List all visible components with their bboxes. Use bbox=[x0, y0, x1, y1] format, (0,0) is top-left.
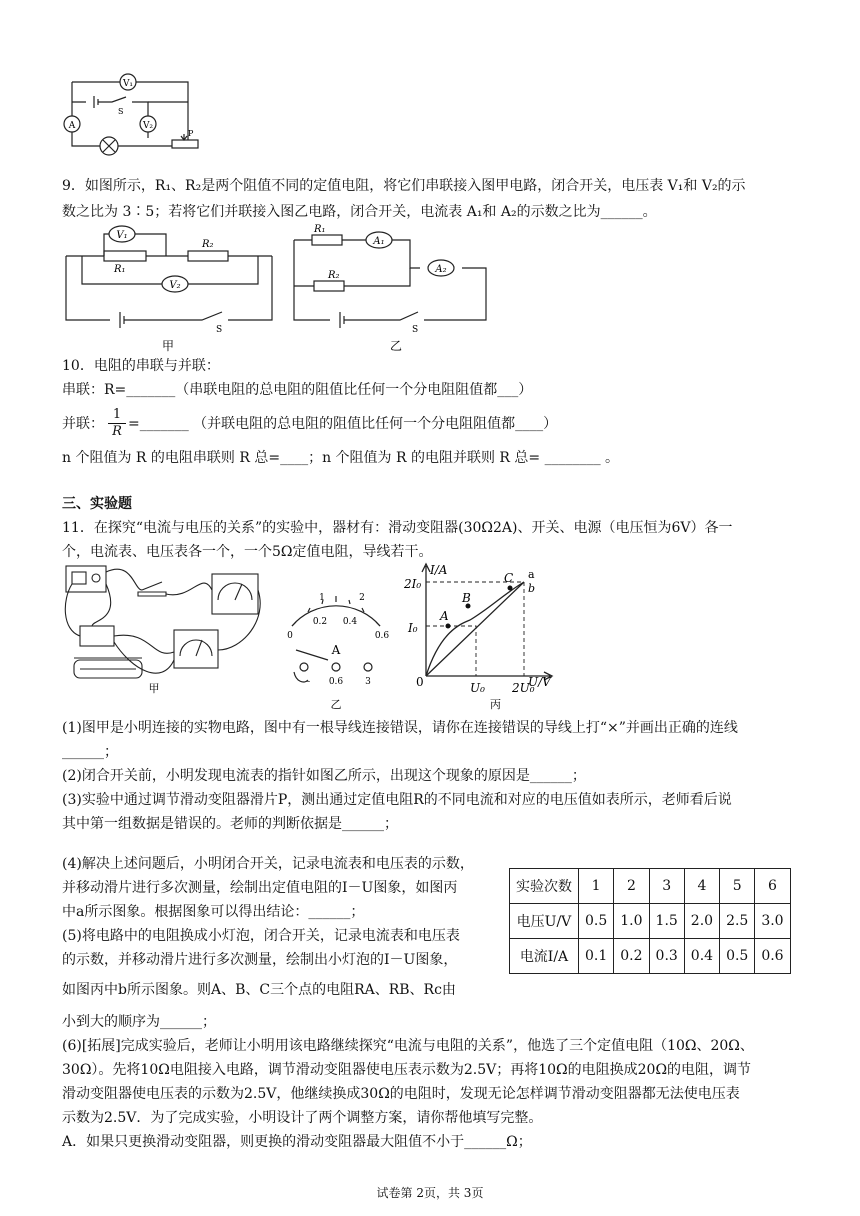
svg-text:U₀: U₀ bbox=[470, 681, 485, 695]
svg-text:乙: 乙 bbox=[390, 339, 403, 353]
svg-text:R₁: R₁ bbox=[314, 224, 326, 235]
q11-part5-line4: 小到大的顺序为______； bbox=[62, 1014, 216, 1030]
q11-part3-line1: (3)实验中通过调节滑动变阻器滑片P，测出通过定值电阻R的不同电流和对应的电压值如表所示，老师看后说 bbox=[62, 792, 732, 808]
q11-part6-line2: 30Ω）。先将10Ω电阻接入电路，调节滑动变阻器使电压表示数为2.5V；再将10Ω的电阻换成20Ω的电阻，调节 bbox=[62, 1062, 752, 1078]
curve-a bbox=[426, 582, 524, 676]
svg-text:1: 1 bbox=[319, 593, 325, 603]
svg-text:A: A bbox=[331, 643, 341, 657]
q11-intro-line2: 个，电流表、电压表各一个，一个5Ω定值电阻，导线若干。 bbox=[62, 544, 433, 560]
q10-parallel-label: 并联： bbox=[62, 416, 104, 432]
svg-text:0.2: 0.2 bbox=[312, 617, 328, 627]
q11-part1-line1: (1)图甲是小明连接的实物电路，图中有一根导线连接错误，请你在连接错误的导线上打“×”并画出正确的连线 bbox=[62, 720, 738, 736]
table-cell: 0.5 bbox=[720, 939, 755, 974]
q9-text-line1: 9．如图所示，R₁、R₂是两个阻值不同的定值电阻，将它们串联接入图甲电路，闭合开关，电压表 V₁和 V₂的示 bbox=[62, 178, 746, 194]
svg-text:0.6: 0.6 bbox=[328, 677, 344, 687]
table-cell: 0.4 bbox=[684, 939, 719, 974]
svg-text:V₁: V₁ bbox=[122, 79, 134, 89]
svg-text:I₀: I₀ bbox=[408, 621, 418, 635]
svg-text:丙: 丙 bbox=[490, 698, 501, 711]
table-cell: 0.6 bbox=[755, 939, 790, 974]
q11-figure-yi-ammeter bbox=[278, 584, 398, 711]
svg-text:R₂: R₂ bbox=[202, 239, 214, 250]
svg-text:B: B bbox=[462, 591, 471, 605]
svg-text:甲: 甲 bbox=[162, 339, 175, 353]
q11-figure-bing-graph bbox=[400, 562, 570, 711]
svg-text:S: S bbox=[118, 107, 124, 116]
q11-part6-line4: 示数为2.5V．为了完成实验，小明设计了两个调整方案，请你帮他填写完整。 bbox=[62, 1110, 543, 1126]
svg-text:–: – bbox=[305, 677, 311, 687]
table-cell: 2.0 bbox=[684, 904, 719, 939]
q9-text-line2: 数之比为 3∶5；若将它们并联接入图乙电路，闭合开关，电流表 A₁和 A₂的示数之比为______。 bbox=[62, 204, 657, 220]
svg-text:2I₀: 2I₀ bbox=[404, 577, 422, 591]
table-header-cell: 2 bbox=[614, 869, 649, 904]
table-header-cell: 3 bbox=[649, 869, 684, 904]
q10-title: 10．电阻的串联与并联： bbox=[62, 358, 220, 374]
table-cell: 0.5 bbox=[579, 904, 614, 939]
table-cell: 2.5 bbox=[720, 904, 755, 939]
q11-part5-line1: (5)将电路中的电阻换成小灯泡，闭合开关，记录电流表和电压表 bbox=[62, 928, 460, 944]
table-cell: 1.5 bbox=[649, 904, 684, 939]
svg-text:U/V: U/V bbox=[528, 675, 551, 689]
table-cell: 电压U/V bbox=[510, 904, 579, 939]
svg-text:A: A bbox=[68, 121, 76, 131]
q10-n-resistors-line: n 个阻值为 R 的电阻串联则 R 总=____；n 个阻值为 R 的电阻并联则 R 总= ________ 。 bbox=[62, 450, 620, 466]
table-cell: 0.1 bbox=[579, 939, 614, 974]
q11-part4-line3: 中a所示图象。根据图象可以得出结论：______； bbox=[62, 904, 365, 920]
table-row bbox=[510, 869, 791, 904]
table-header-cell: 4 bbox=[684, 869, 719, 904]
q10-fraction bbox=[108, 407, 126, 440]
q11-part6-line1: (6)[拓展]完成实验后，老师让小明用该电路继续探究“电流与电阻的关系”，他选了三个定值电阻（10Ω、20Ω、 bbox=[62, 1038, 754, 1054]
svg-text:2U₀: 2U₀ bbox=[512, 681, 535, 695]
svg-text:V₂: V₂ bbox=[169, 280, 181, 291]
svg-text:a: a bbox=[528, 568, 535, 581]
fraction-denominator: R bbox=[108, 423, 126, 440]
q9-circuit-jia bbox=[62, 222, 282, 353]
svg-text:3: 3 bbox=[365, 677, 371, 687]
svg-text:乙: 乙 bbox=[330, 698, 342, 711]
page-footer: 试卷第 2页，共 3页 bbox=[376, 1186, 484, 1200]
top-circuit-diagram bbox=[60, 68, 200, 160]
q11-option-a: A．如果只更换滑动变阻器，则更换的滑动变阻器最大阻值不小于______Ω； bbox=[62, 1134, 532, 1150]
svg-text:S: S bbox=[412, 325, 419, 335]
section-title: 三、实验题 bbox=[62, 496, 132, 512]
svg-text:V₁: V₁ bbox=[116, 230, 128, 241]
fraction-numerator: 1 bbox=[112, 407, 122, 422]
svg-text:S: S bbox=[216, 325, 223, 335]
q11-part1-line2: ______； bbox=[62, 744, 118, 760]
q11-part2: (2)闭合开关前，小明发现电流表的指针如图乙所示，出现这个现象的原因是______； bbox=[62, 768, 586, 784]
table-cell: 1.0 bbox=[614, 904, 649, 939]
svg-text:b: b bbox=[528, 582, 536, 595]
q11-part4-line2: 并移动滑片进行多次测量，绘制出定值电阻的I－U图象，如图丙 bbox=[62, 880, 458, 896]
svg-text:A₂: A₂ bbox=[435, 264, 447, 275]
svg-text:P: P bbox=[188, 129, 194, 138]
table-row bbox=[510, 939, 791, 974]
q11-part6-line3: 滑动变阻器使电压表的示数为2.5V，他继续换成30Ω的电阻时，发现无论怎样调节滑动变阻器都无法使电压表 bbox=[62, 1086, 740, 1102]
svg-text:0.4: 0.4 bbox=[342, 617, 358, 627]
table-cell: 0.3 bbox=[649, 939, 684, 974]
table-cell: 3.0 bbox=[755, 904, 790, 939]
table-header-cell: 实验次数 bbox=[510, 869, 579, 904]
svg-text:0.6: 0.6 bbox=[374, 631, 390, 641]
svg-text:R₂: R₂ bbox=[328, 270, 340, 281]
table-cell: 0.2 bbox=[614, 939, 649, 974]
q11-part5-line3: 如图丙中b所示图象。则A、B、C三个点的电阻RA、RB、Rc由 bbox=[62, 982, 456, 998]
table-header-cell: 5 bbox=[720, 869, 755, 904]
svg-text:A: A bbox=[440, 609, 449, 623]
svg-text:V₂: V₂ bbox=[142, 121, 154, 131]
q11-part3-line2: 其中第一组数据是错误的。老师的判断依据是______； bbox=[62, 816, 398, 832]
svg-text:A₁: A₁ bbox=[373, 236, 385, 247]
q10-series-line: 串联：R=_______（串联电阻的总电阻的阻值比任何一个分电阻阻值都___） bbox=[62, 382, 533, 398]
q11-part5-line2: 的示数，并移动滑片进行多次测量，绘制出小灯泡的I－U图象， bbox=[62, 952, 458, 968]
q11-figure-jia bbox=[62, 560, 272, 695]
svg-text:甲: 甲 bbox=[148, 682, 160, 695]
svg-text:I/A: I/A bbox=[430, 563, 448, 577]
svg-text:0: 0 bbox=[287, 631, 293, 641]
svg-text:R₁: R₁ bbox=[114, 264, 126, 275]
experiment-data-table bbox=[509, 868, 791, 974]
q9-circuit-yi bbox=[290, 222, 490, 353]
q10-parallel-line: =_______ （并联电阻的总电阻的阻值比任何一个分电阻阻值都____） bbox=[128, 416, 558, 432]
table-header-cell: 1 bbox=[579, 869, 614, 904]
table-header-cell: 6 bbox=[755, 869, 790, 904]
svg-text:C: C bbox=[504, 571, 514, 585]
q11-intro-line1: 11．在探究“电流与电压的关系”的实验中，器材有：滑动变阻器(30Ω2A)、开关、电源（电压恒为6V）各一 bbox=[62, 520, 733, 536]
svg-text:2: 2 bbox=[359, 593, 365, 603]
table-row bbox=[510, 904, 791, 939]
table-cell: 电流I/A bbox=[510, 939, 579, 974]
q11-part4-line1: (4)解决上述问题后，小明闭合开关，记录电流表和电压表的示数， bbox=[62, 856, 474, 872]
svg-text:0: 0 bbox=[416, 675, 424, 689]
